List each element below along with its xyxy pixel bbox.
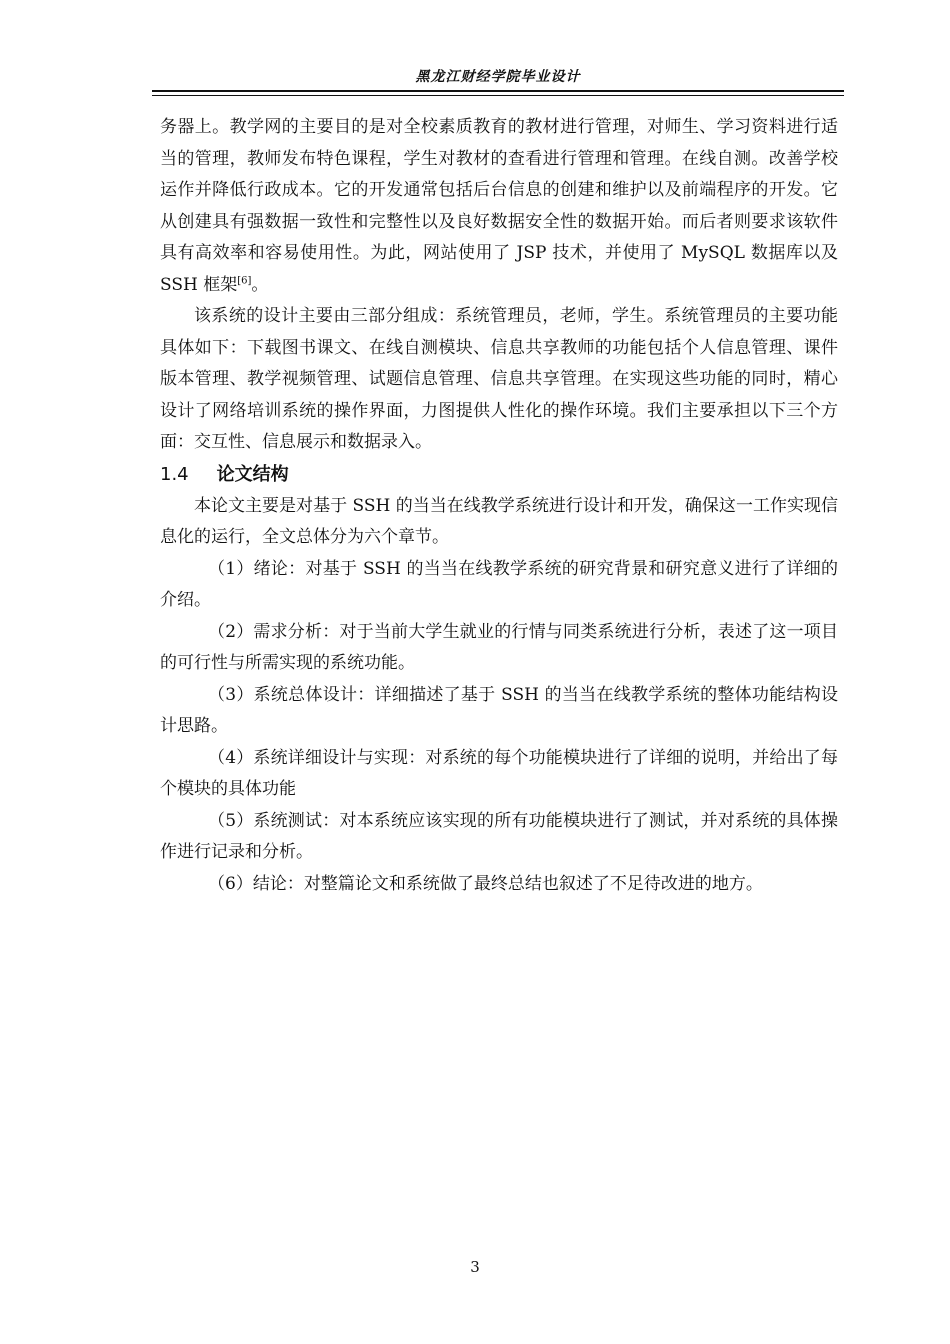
- paragraph-continuation: [160, 112, 838, 301]
- paragraph-system-design: 该系统的设计主要由三部分组成：系统管理员，老师，学生。系统管理员的主要功能具体如下：下载图书课文、在线自测模块、信息共享教师的功能包括个人信息管理、课件版本管理、教学视频管理、试题信息管理、信息共享管理。在实现这些功能的同时，精心设计了网络培训系统的操作界面，力图提供人性化的操作环境。我们主要承担以下三个方面：交互性、信息展示和数据录入。: [160, 306, 838, 452]
- section-title: 论文结构: [216, 463, 289, 485]
- citation-ref: [6]: [237, 274, 252, 286]
- list-item-5: （5）系统测试：对本系统应该实现的所有功能模块进行了测试，并对系统的具体操作进行记录和分析。: [160, 810, 838, 862]
- paragraph-end: 。: [251, 274, 269, 295]
- page-content: [160, 112, 838, 900]
- header-rule-thin: [152, 95, 844, 96]
- paragraph-text: 务器上。教学网的主要目的是对全校素质教育的教材进行管理，对师生、学习资料进行适当的管理，教师发布特色课程，学生对教材的查看进行管理和管理。在线自测。改善学校运作并降低行政成本。它的开发通常包括后台信息的创建和维护以及前端程序的开发。它从创建具有强数据一致性和完整性以及良好数据安全性的数据开始。而后者则要求该软件具有高效率和容易使用性。为此，网站使用了 JSP 技术，并使用了 MySQL 数据库以及 SSH 框架: [160, 117, 838, 295]
- page-number: 3: [470, 1258, 480, 1276]
- list-item-4: （4）系统详细设计与实现：对系统的每个功能模块进行了详细的说明，并给出了每个模块的具体功能: [160, 747, 838, 799]
- list-item-1: （1）绪论：对基于 SSH 的当当在线教学系统的研究背景和研究意义进行了详细的介绍。: [160, 558, 838, 610]
- paragraph-structure-intro: 本论文主要是对基于 SSH 的当当在线教学系统进行设计和开发，确保这一工作实现信息化的运行，全文总体分为六个章节。: [160, 495, 838, 547]
- section-number: 1.4: [160, 463, 189, 485]
- list-item-2: （2）需求分析：对于当前大学生就业的行情与同类系统进行分析，表述了这一项目的可行性与所需实现的系统功能。: [160, 621, 838, 673]
- section-heading: [160, 459, 838, 491]
- header-rule-thick: [152, 90, 844, 92]
- page-header-title: 黑龙江财经学院毕业设计: [415, 69, 581, 85]
- list-item-3: （3）系统总体设计：详细描述了基于 SSH 的当当在线教学系统的整体功能结构设计思路。: [160, 684, 838, 736]
- list-item-6: （6）结论：对整篇论文和系统做了最终总结也叙述了不足待改进的地方。: [208, 873, 763, 894]
